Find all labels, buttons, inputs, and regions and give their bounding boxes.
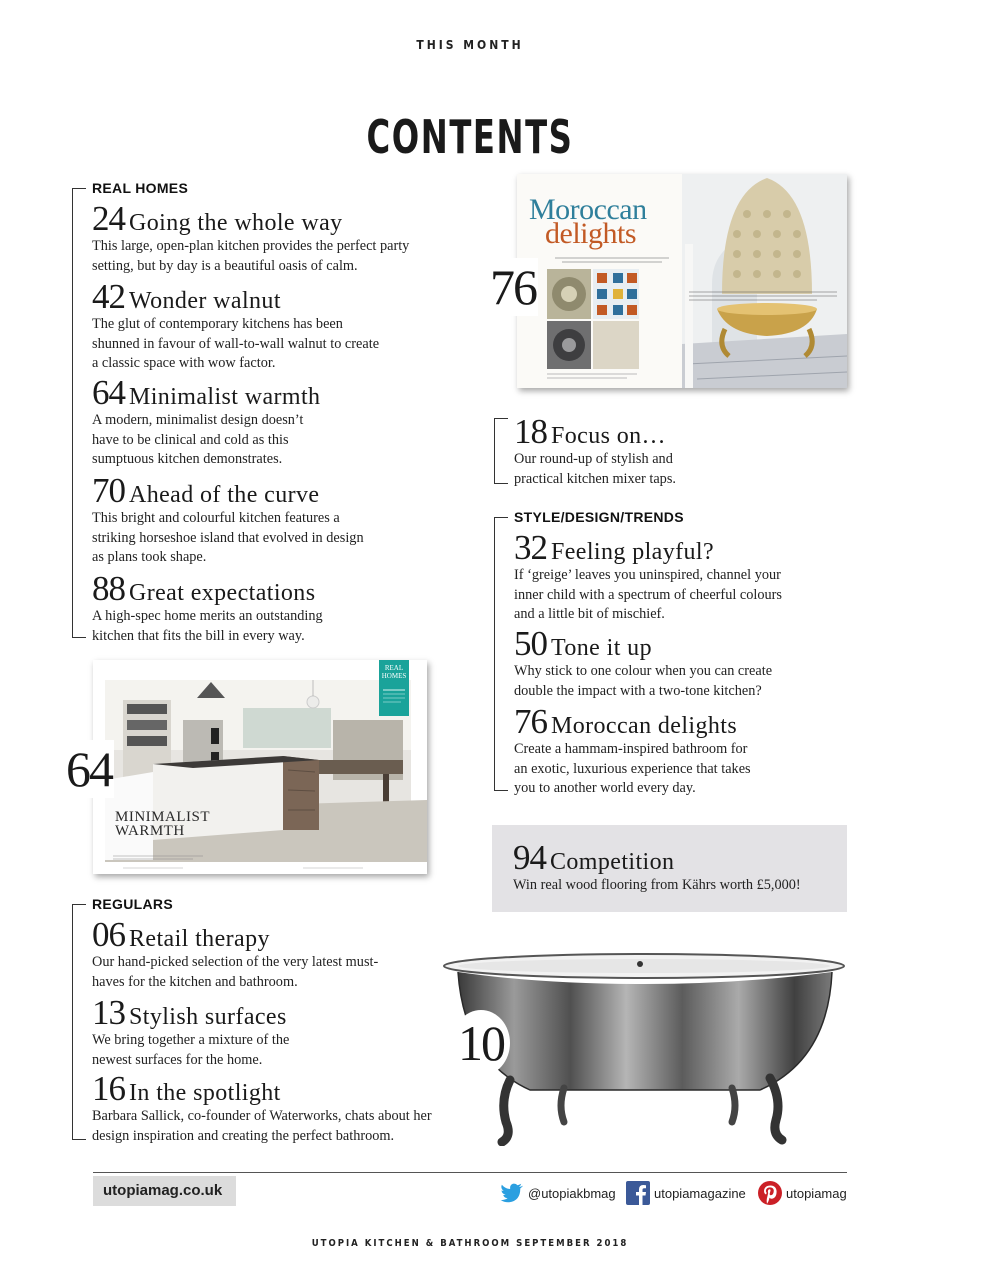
page-number: 06 xyxy=(92,915,125,954)
twitter-handle: @utopiakbmag xyxy=(528,1185,616,1201)
entry-title: Tone it up xyxy=(551,635,652,661)
spread-title-line2: delights xyxy=(545,217,636,250)
pinterest-icon xyxy=(758,1181,782,1205)
entry-description: Our round-up of stylish and practical kitchen mixer taps. xyxy=(514,451,676,487)
page-number: 64 xyxy=(92,373,125,412)
minimalist-spread-illustration xyxy=(93,660,427,874)
contents-entry-24[interactable] xyxy=(92,199,422,276)
entry-description: If ‘greige’ leaves you uninspired, channel your inner child with a spectrum of cheerful colours and a little bit of mischief. xyxy=(514,567,782,622)
competition-box[interactable] xyxy=(492,825,847,912)
entry-description: This large, open-plan kitchen provides the perfect party setting, but by day is a beautiful oasis of calm. xyxy=(92,238,410,274)
entry-description: A high-spec home merits an outstanding kitchen that fits the bill in every way. xyxy=(92,608,323,644)
section-style-design-trends xyxy=(494,509,814,796)
section-heading: REAL HOMES xyxy=(92,180,189,196)
section-heading: STYLE/DESIGN/TRENDS xyxy=(514,509,684,525)
spread-title-line1: MINIMALIST xyxy=(115,809,210,825)
entry-description: Create a hammam-inspired bathroom for an exotic, luxurious experience that takes you to another world every day. xyxy=(514,741,751,796)
contents-entry-13[interactable] xyxy=(92,993,332,1070)
page-title: CONTENTS xyxy=(366,110,574,164)
entry-title: Great expectations xyxy=(129,580,316,606)
facebook-icon xyxy=(626,1181,650,1205)
spread-title-line1: Moroccan xyxy=(529,193,647,226)
entry-description: A modern, minimalist design doesn’t have to be clinical and cold as this sumptuous kitchen demonstrates. xyxy=(92,412,304,467)
entry-title: Retail therapy xyxy=(129,926,270,952)
pinterest-handle: utopiamag xyxy=(786,1185,847,1201)
moroccan-spread-image[interactable] xyxy=(517,174,847,388)
twitter-link[interactable] xyxy=(500,1180,616,1206)
issue-footer: UTOPIA KITCHEN & BATHROOM SEPTEMBER 2018 xyxy=(311,1238,629,1249)
entry-title: Stylish surfaces xyxy=(129,1004,287,1030)
entry-title: Competition xyxy=(550,849,675,875)
section-bracket xyxy=(72,188,86,638)
entry-title: Moroccan delights xyxy=(551,713,738,739)
entry-title: Focus on… xyxy=(551,423,666,449)
website-link[interactable]: utopiamag.co.uk xyxy=(93,1176,236,1206)
facebook-handle: utopiamagazine xyxy=(654,1185,746,1201)
entry-title: In the spotlight xyxy=(129,1080,281,1106)
spread-title xyxy=(115,810,210,838)
page-number: 24 xyxy=(92,199,125,238)
section-kicker: THIS MONTH xyxy=(416,38,524,52)
entry-description: This bright and colourful kitchen features a striking horseshoe island that evolved in design as plans took shape. xyxy=(92,510,364,565)
footer-divider xyxy=(93,1172,847,1173)
contents-entry-42[interactable] xyxy=(92,277,382,374)
page-number: 18 xyxy=(514,412,547,451)
entry-description: Barbara Sallick, co-founder of Waterworks, chats about her design inspiration and creating the perfect bathroom. xyxy=(92,1108,432,1144)
facebook-link[interactable] xyxy=(626,1180,746,1206)
badge-line1: REAL xyxy=(384,664,404,672)
entry-description: The glut of contemporary kitchens has been shunned in favour of wall-to-wall walnut to create a classic space with wow factor. xyxy=(92,316,380,371)
page-number: 94 xyxy=(513,838,546,877)
section-bracket xyxy=(494,418,508,484)
page-number: 88 xyxy=(92,569,125,608)
entry-title: Feeling playful? xyxy=(551,539,715,565)
section-real-homes xyxy=(72,180,432,644)
entry-title: Ahead of the curve xyxy=(129,482,320,508)
spread-page-number-10: 10 xyxy=(452,1010,510,1076)
section-regulars xyxy=(72,896,432,1144)
page-number: 32 xyxy=(514,528,547,567)
page-number: 50 xyxy=(514,624,547,663)
entry-description: Win real wood flooring from Kährs worth £5,000! xyxy=(513,877,801,893)
entry-description: Our hand-picked selection of the very latest must-haves for the kitchen and bathroom. xyxy=(92,954,379,990)
entry-title: Minimalist warmth xyxy=(129,384,321,410)
contents-entry-64[interactable] xyxy=(92,373,332,470)
contents-entry-88[interactable] xyxy=(92,569,362,646)
page-number: 42 xyxy=(92,277,125,316)
section-heading: REGULARS xyxy=(92,896,173,912)
twitter-icon xyxy=(500,1181,524,1205)
section-bracket xyxy=(72,904,86,1140)
entry-title: Wonder walnut xyxy=(129,288,281,314)
page-number: 76 xyxy=(514,702,547,741)
section-focus xyxy=(494,412,794,487)
minimalist-spread-image[interactable] xyxy=(93,660,427,874)
spread-page-number-76: 76 xyxy=(490,259,536,315)
badge-real-homes xyxy=(381,664,407,680)
contents-entry-94[interactable] xyxy=(513,838,843,896)
page-number: 16 xyxy=(92,1069,125,1108)
contents-entry-76[interactable] xyxy=(514,702,764,799)
contents-entry-16[interactable] xyxy=(92,1069,432,1146)
pinterest-link[interactable] xyxy=(758,1180,847,1206)
page-number: 70 xyxy=(92,471,125,510)
contents-entry-18[interactable] xyxy=(514,412,714,489)
page-number: 13 xyxy=(92,993,125,1032)
badge-line2: HOMES xyxy=(381,672,407,680)
spread-page-number-64: 64 xyxy=(66,741,112,797)
contents-entry-70[interactable] xyxy=(92,471,372,568)
contents-entry-50[interactable] xyxy=(514,624,804,701)
section-bracket xyxy=(494,517,508,791)
entry-description: Why stick to one colour when you can create double the impact with a two-tone kitchen? xyxy=(514,663,773,699)
spread-title-line2: WARMTH xyxy=(115,823,185,839)
entry-title: Going the whole way xyxy=(129,210,343,236)
contents-entry-06[interactable] xyxy=(92,915,382,992)
entry-description: We bring together a mixture of the newest surfaces for the home. xyxy=(92,1032,290,1068)
contents-entry-32[interactable] xyxy=(514,528,804,625)
